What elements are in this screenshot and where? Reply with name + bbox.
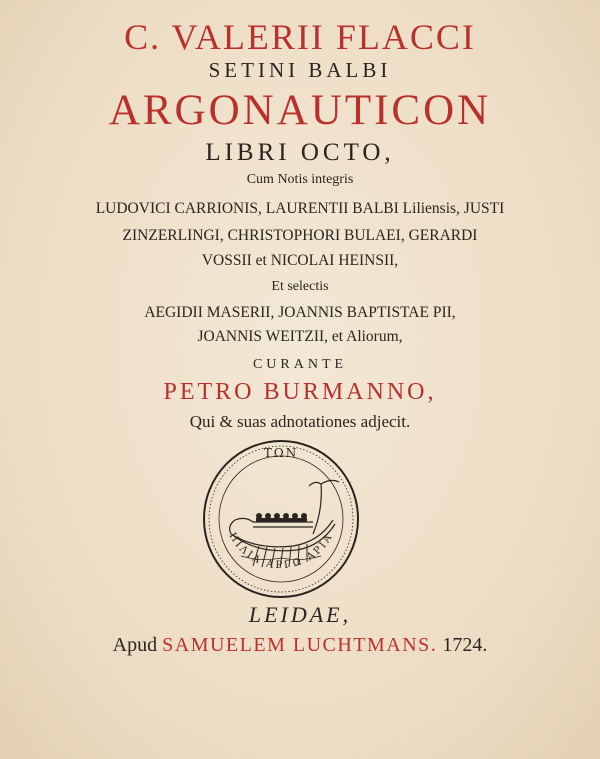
selected-line-2: JOANNIS WEITZII, et Aliorum, (197, 328, 403, 345)
author-line-2: SETINI BALBI (208, 58, 392, 82)
work-title: ARGONAUTICON (108, 87, 492, 134)
imprint-city: LEIDAE, (248, 602, 352, 627)
author-line: C. VALERII FLACCI (124, 17, 476, 57)
selected-line-1: AEGIDII MASERII, JOANNIS BAPTISTAE PII, (144, 304, 456, 321)
medallion-rim-text: ΗΙΛΙΑ ΑΡΓΩ ΑΡΙΑ (226, 530, 336, 572)
medallion-top-text: ΤΩΝ (263, 446, 299, 460)
books-line: LIBRI OCTO, (205, 139, 395, 166)
imprint-publisher: SAMUELEM LUCHTMANS. (162, 634, 438, 656)
imprint-year: 1724. (442, 634, 488, 656)
commentators-line-2: ZINZERLINGI, CHRISTOPHORI BULAEI, GERARDI (122, 227, 478, 244)
notes-intro: Cum Notis integris (246, 172, 354, 187)
curante-line: CURANTE (252, 357, 348, 372)
imprint-apud: Apud (112, 634, 158, 656)
selected-intro: Et selectis (271, 279, 329, 294)
commentators-line-3: VOSSII et NICOLAI HEINSII, (201, 252, 399, 269)
editor-name: PETRO BURMANNO, (163, 379, 437, 405)
editor-note: Qui & suas adnotationes adjecit. (189, 412, 411, 431)
imprint-line (0, 634, 600, 657)
commentators-line-1: LUDOVICI CARRIONIS, LAURENTII BALBI Liliensis, JUSTI (95, 200, 505, 217)
argo-medallion (201, 438, 361, 600)
